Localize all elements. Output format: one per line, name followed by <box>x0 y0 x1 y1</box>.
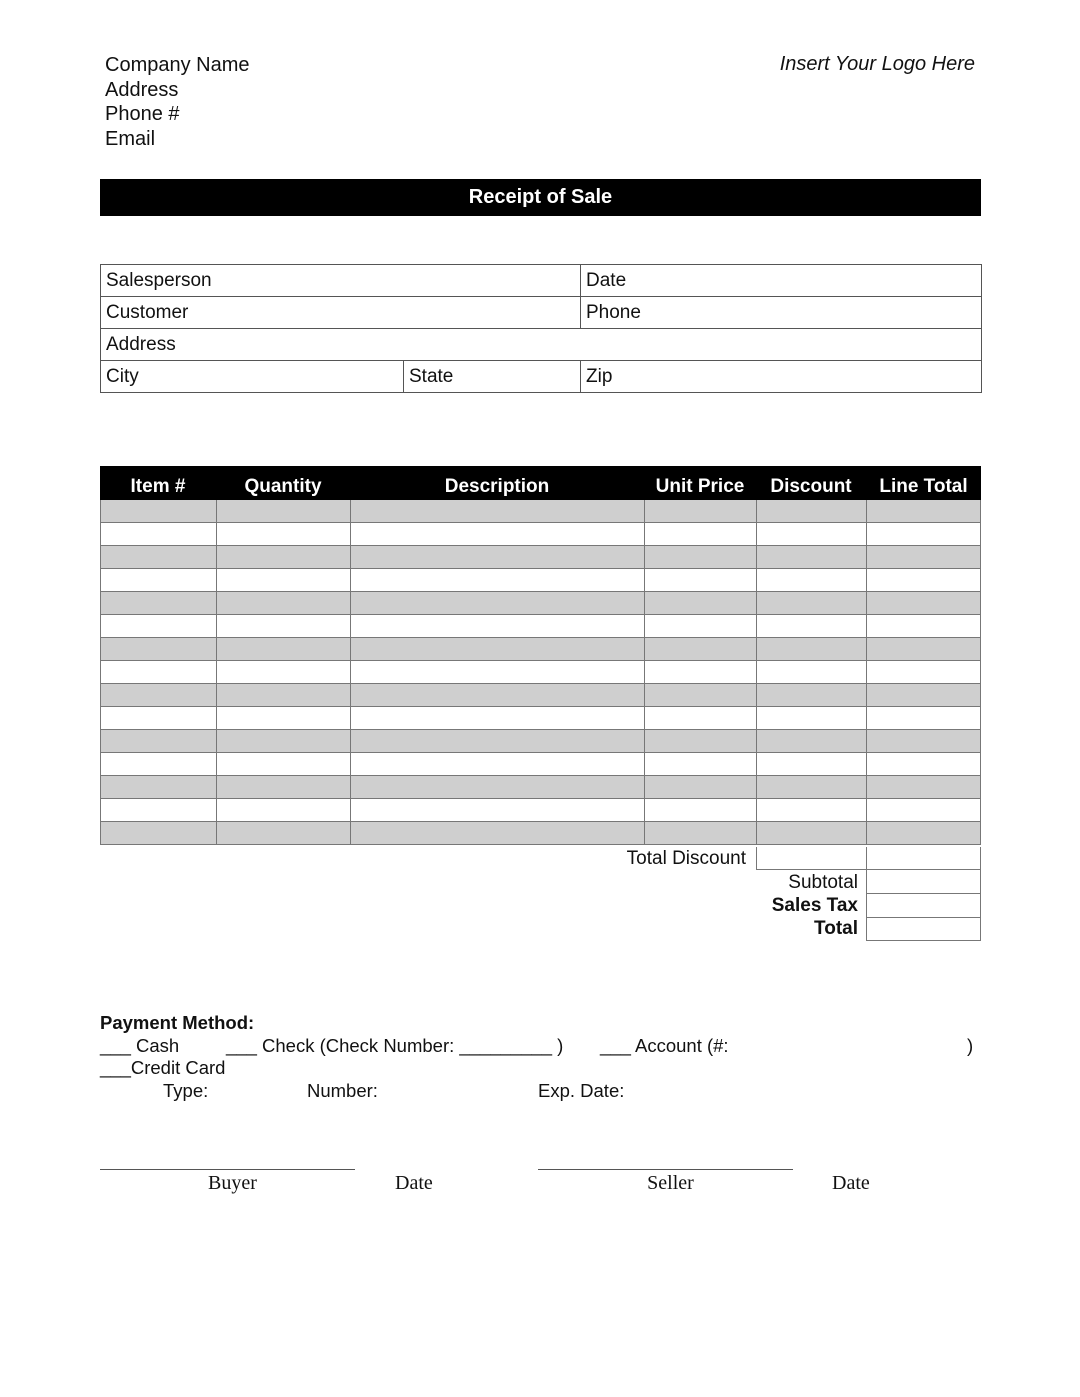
unit-price-cell[interactable] <box>644 638 756 660</box>
unit-price-cell[interactable] <box>644 822 756 844</box>
discount-cell[interactable] <box>756 730 866 752</box>
company-email: Email <box>105 127 156 150</box>
total-discount-label: Total Discount <box>626 848 746 869</box>
discount-cell[interactable] <box>756 799 866 821</box>
item-number-cell[interactable] <box>100 523 216 545</box>
quantity-cell[interactable] <box>216 799 350 821</box>
header-discount: Discount <box>770 476 852 497</box>
item-number-cell[interactable] <box>100 661 216 683</box>
item-number-cell[interactable] <box>100 776 216 798</box>
account-close-paren: ) <box>967 1035 974 1056</box>
line-total-cell[interactable] <box>866 684 981 706</box>
table-row <box>100 638 981 661</box>
discount-cell[interactable] <box>756 546 866 568</box>
description-cell[interactable] <box>350 500 644 522</box>
item-number-cell[interactable] <box>100 684 216 706</box>
zip-field[interactable]: Zip <box>581 361 982 393</box>
unit-price-cell[interactable] <box>644 500 756 522</box>
description-cell[interactable] <box>350 661 644 683</box>
discount-cell[interactable] <box>756 569 866 591</box>
item-number-cell[interactable] <box>100 799 216 821</box>
total-label: Total <box>814 918 858 939</box>
header-item-number: Item # <box>130 476 186 497</box>
table-row <box>100 753 981 776</box>
item-number-cell[interactable] <box>100 753 216 775</box>
line-total-cell[interactable] <box>866 776 981 798</box>
total-discount-cell[interactable] <box>756 847 867 870</box>
customer-field[interactable]: Customer <box>101 297 581 329</box>
buyer-date-label: Date <box>395 1172 433 1194</box>
description-cell[interactable] <box>350 592 644 614</box>
table-row <box>100 799 981 822</box>
salesperson-field[interactable]: Salesperson <box>101 265 581 297</box>
unit-price-cell[interactable] <box>644 523 756 545</box>
sales-tax-cell[interactable] <box>866 894 981 918</box>
header-unit-price: Unit Price <box>655 476 745 497</box>
unit-price-cell[interactable] <box>644 753 756 775</box>
item-number-cell[interactable] <box>100 500 216 522</box>
description-cell[interactable] <box>350 776 644 798</box>
quantity-cell[interactable] <box>216 546 350 568</box>
header-line-total: Line Total <box>879 476 968 497</box>
seller-signature-line[interactable] <box>538 1169 793 1170</box>
quantity-cell[interactable] <box>216 615 350 637</box>
unit-price-cell[interactable] <box>644 569 756 591</box>
line-total-cell[interactable] <box>866 822 981 844</box>
item-number-cell[interactable] <box>100 707 216 729</box>
description-cell[interactable] <box>350 730 644 752</box>
items-header <box>100 466 981 500</box>
quantity-cell[interactable] <box>216 707 350 729</box>
header-quantity: Quantity <box>244 476 322 497</box>
line-total-cell[interactable] <box>866 500 981 522</box>
quantity-cell[interactable] <box>216 592 350 614</box>
description-cell[interactable] <box>350 638 644 660</box>
date-field[interactable]: Date <box>581 265 982 297</box>
quantity-cell[interactable] <box>216 500 350 522</box>
quantity-cell[interactable] <box>216 684 350 706</box>
item-number-cell[interactable] <box>100 592 216 614</box>
table-row <box>100 776 981 799</box>
unit-price-cell[interactable] <box>644 661 756 683</box>
subtotal-cell[interactable] <box>866 870 981 894</box>
item-number-cell[interactable] <box>100 822 216 844</box>
description-cell[interactable] <box>350 799 644 821</box>
seller-label: Seller <box>647 1172 694 1194</box>
item-number-cell[interactable] <box>100 569 216 591</box>
account-option[interactable]: ___ Account (#: <box>600 1035 729 1056</box>
buyer-label: Buyer <box>208 1172 257 1194</box>
description-cell[interactable] <box>350 546 644 568</box>
items-table <box>100 466 981 845</box>
card-type-label: Type: <box>163 1080 209 1101</box>
table-row <box>100 569 981 592</box>
header-description: Description <box>444 476 550 497</box>
quantity-cell[interactable] <box>216 822 350 844</box>
description-cell[interactable] <box>350 822 644 844</box>
company-name: Company Name <box>105 54 250 76</box>
cash-option[interactable]: ___ Cash <box>100 1035 180 1056</box>
quantity-cell[interactable] <box>216 661 350 683</box>
quantity-cell[interactable] <box>216 753 350 775</box>
unit-price-cell[interactable] <box>644 730 756 752</box>
phone-field[interactable]: Phone <box>581 297 982 329</box>
discount-cell[interactable] <box>756 753 866 775</box>
credit-card-option[interactable]: ___Credit Card <box>100 1057 226 1078</box>
line-total-cell[interactable] <box>866 638 981 660</box>
city-field[interactable]: City <box>101 361 404 393</box>
description-cell[interactable] <box>350 753 644 775</box>
line-total-cell[interactable] <box>866 546 981 568</box>
description-cell[interactable] <box>350 684 644 706</box>
quantity-cell[interactable] <box>216 569 350 591</box>
description-cell[interactable] <box>350 569 644 591</box>
table-row <box>100 500 981 523</box>
total-discount-spacer <box>866 847 981 870</box>
table-row <box>100 730 981 753</box>
customer-info-table <box>100 264 982 393</box>
quantity-cell[interactable] <box>216 523 350 545</box>
company-block <box>105 53 250 151</box>
seller-date-label: Date <box>832 1172 870 1194</box>
table-row <box>100 661 981 684</box>
table-row <box>100 684 981 707</box>
item-number-cell[interactable] <box>100 638 216 660</box>
page-title: Receipt of Sale <box>100 179 981 216</box>
unit-price-cell[interactable] <box>644 776 756 798</box>
quantity-cell[interactable] <box>216 776 350 798</box>
exp-date-label: Exp. Date: <box>538 1080 625 1101</box>
discount-cell[interactable] <box>756 523 866 545</box>
line-total-cell[interactable] <box>866 523 981 545</box>
table-row <box>100 523 981 546</box>
items-body <box>100 500 981 845</box>
unit-price-cell[interactable] <box>644 707 756 729</box>
discount-cell[interactable] <box>756 638 866 660</box>
item-number-cell[interactable] <box>100 546 216 568</box>
line-total-cell[interactable] <box>866 661 981 683</box>
description-cell[interactable] <box>350 707 644 729</box>
company-address: Address <box>105 78 179 101</box>
discount-cell[interactable] <box>756 615 866 637</box>
line-total-cell[interactable] <box>866 592 981 614</box>
description-cell[interactable] <box>350 615 644 637</box>
discount-cell[interactable] <box>756 684 866 706</box>
discount-cell[interactable] <box>756 822 866 844</box>
state-field[interactable]: State <box>404 361 581 393</box>
table-row <box>100 822 981 845</box>
discount-cell[interactable] <box>756 707 866 729</box>
table-row <box>100 615 981 638</box>
quantity-cell[interactable] <box>216 730 350 752</box>
discount-cell[interactable] <box>756 776 866 798</box>
sales-tax-label: Sales Tax <box>771 895 858 916</box>
unit-price-cell[interactable] <box>644 684 756 706</box>
company-phone: Phone # <box>105 103 180 125</box>
discount-cell[interactable] <box>756 592 866 614</box>
table-row <box>100 592 981 615</box>
address-field[interactable]: Address <box>101 329 982 361</box>
unit-price-cell[interactable] <box>644 799 756 821</box>
card-number-label: Number: <box>307 1080 378 1101</box>
line-total-cell[interactable] <box>866 569 981 591</box>
line-total-cell[interactable] <box>866 753 981 775</box>
payment-method-heading: Payment Method: <box>100 1012 255 1033</box>
total-cell[interactable] <box>866 918 981 941</box>
buyer-signature-line[interactable] <box>100 1169 355 1170</box>
description-cell[interactable] <box>350 523 644 545</box>
logo-placeholder: Insert Your Logo Here <box>779 53 975 75</box>
discount-cell[interactable] <box>756 661 866 683</box>
line-total-cell[interactable] <box>866 707 981 729</box>
line-total-cell[interactable] <box>866 730 981 752</box>
check-option[interactable]: ___ Check (Check Number: _________ ) <box>226 1035 564 1056</box>
item-number-cell[interactable] <box>100 730 216 752</box>
line-total-cell[interactable] <box>866 615 981 637</box>
quantity-cell[interactable] <box>216 638 350 660</box>
table-row <box>100 707 981 730</box>
line-total-cell[interactable] <box>866 799 981 821</box>
discount-cell[interactable] <box>756 500 866 522</box>
subtotal-label: Subtotal <box>788 872 858 893</box>
unit-price-cell[interactable] <box>644 592 756 614</box>
table-row <box>100 546 981 569</box>
unit-price-cell[interactable] <box>644 546 756 568</box>
item-number-cell[interactable] <box>100 615 216 637</box>
unit-price-cell[interactable] <box>644 615 756 637</box>
